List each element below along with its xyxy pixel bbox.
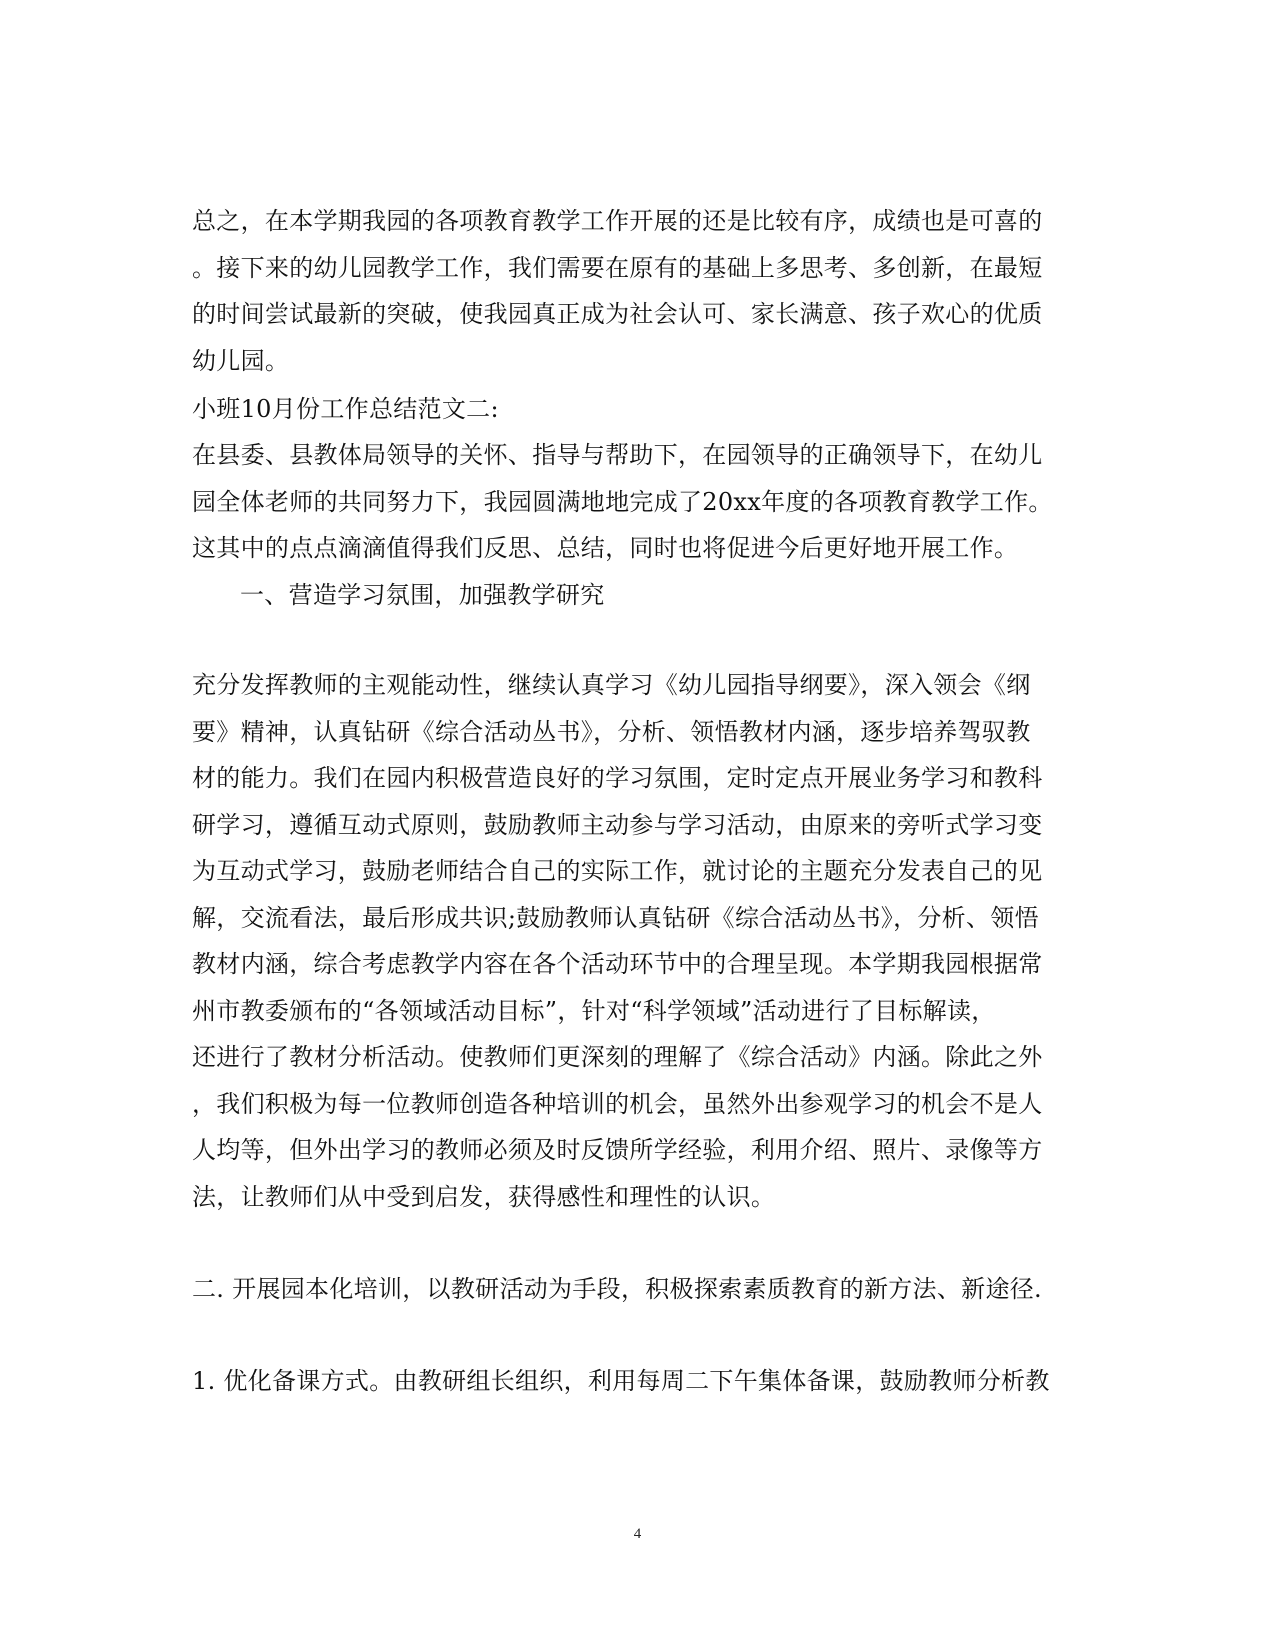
paragraph-line: 的时间尝试最新的突破，使我园真正成为社会认可、家长满意、孩子欢心的优质 <box>192 300 1043 328</box>
paragraph-line: 要》精神，认真钻研《综合活动丛书》，分析、领悟教材内涵，逐步培养驾驭教 <box>192 718 1031 746</box>
paragraph-line: 州市教委颁布的“各领域活动目标”，针对“科学领域”活动进行了目标解读， <box>192 997 996 1025</box>
page-number: 4 <box>633 1526 642 1542</box>
paragraph-line: 还进行了教材分析活动。使教师们更深刻的理解了《综合活动》内涵。除此之外 <box>192 1043 1043 1071</box>
paragraph-line: 。接下来的幼儿园教学工作，我们需要在原有的基础上多思考、多创新，在最短 <box>192 254 1043 282</box>
paragraph-line: 园全体老师的共同努力下，我园圆满地地完成了20xx年度的各项教育教学工作。 <box>192 488 1053 516</box>
paragraph-line: 研学习，遵循互动式原则，鼓励教师主动参与学习活动，由原来的旁听式学习变 <box>192 811 1043 839</box>
paragraph-line: 总之，在本学期我园的各项教育教学工作开展的还是比较有序，成绩也是可喜的 <box>192 207 1043 235</box>
paragraph-line: 为互动式学习，鼓励老师结合自己的实际工作，就讨论的主题充分发表自己的见 <box>192 857 1043 885</box>
paragraph-line: 材的能力。我们在园内积极营造良好的学习氛围，定时定点开展业务学习和教科 <box>192 764 1043 792</box>
paragraph-line: 人均等，但外出学习的教师必须及时反馈所学经验，利用介绍、照片、录像等方 <box>192 1136 1043 1164</box>
paragraph-line: 1. 优化备课方式。由教研组长组织，利用每周二下午集体备课，鼓励教师分析教 <box>192 1367 1050 1395</box>
paragraph-line: 教材内涵，综合考虑教学内容在各个活动环节中的合理呈现。本学期我园根据常 <box>192 950 1043 978</box>
section-title: 小班10月份工作总结范文二: <box>192 395 499 423</box>
paragraph-line: 这其中的点点滴滴值得我们反思、总结，同时也将促进今后更好地开展工作。 <box>192 534 1019 562</box>
paragraph-line: 解，交流看法，最后形成共识;鼓励教师认真钻研《综合活动丛书》，分析、领悟 <box>192 904 1039 932</box>
paragraph-line: 充分发挥教师的主观能动性，继续认真学习《幼儿园指导纲要》，深入领会《纲 <box>192 671 1031 699</box>
paragraph-line: ，我们积极为每一位教师创造各种培训的机会，虽然外出参观学习的机会不是人 <box>192 1090 1043 1118</box>
paragraph-line: 法，让教师们从中受到启发，获得感性和理性的认识。 <box>192 1183 776 1211</box>
paragraph-line: 幼儿园。 <box>192 347 290 375</box>
paragraph-line: 在县委、县教体局领导的关怀、指导与帮助下，在园领导的正确领导下，在幼儿 <box>192 441 1043 469</box>
section-heading: 二. 开展园本化培训，以教研活动为手段，积极探索素质教育的新方法、新途径. <box>192 1275 1042 1303</box>
section-heading: 一、营造学习氛围，加强教学研究 <box>240 581 605 609</box>
